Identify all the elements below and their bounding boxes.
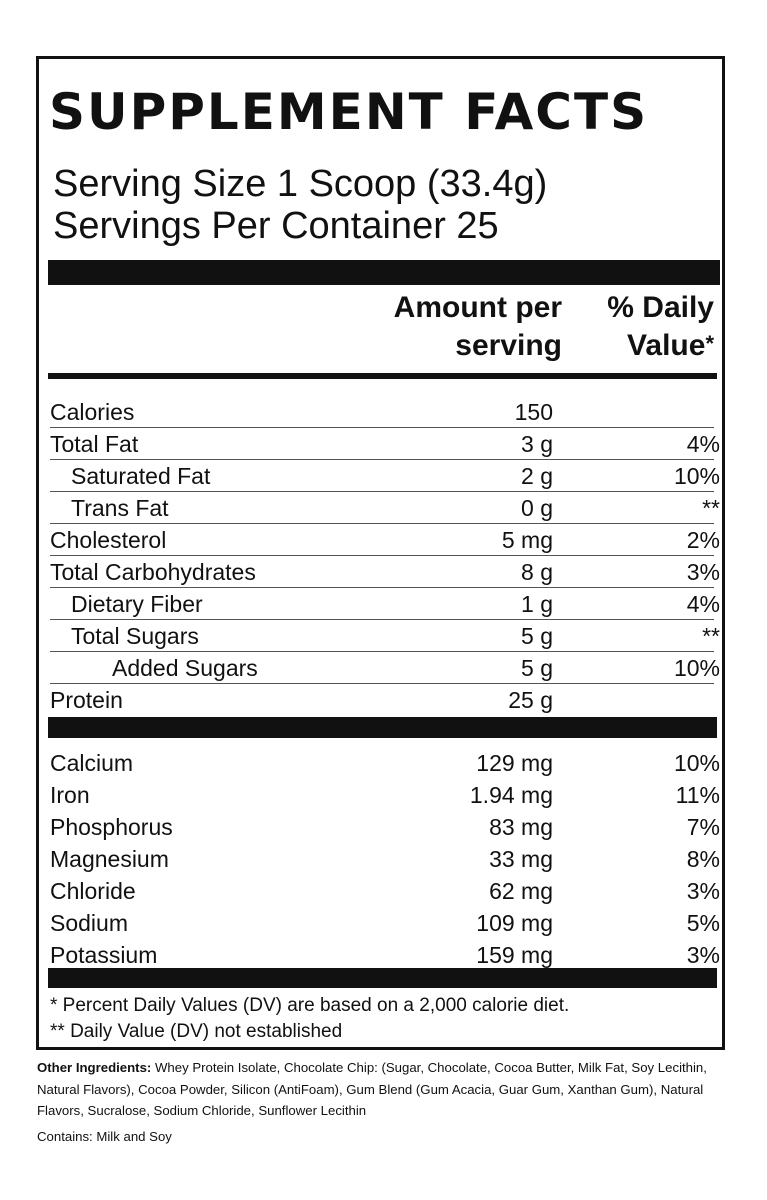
nutrient-name: Total Carbohydrates: [50, 559, 256, 585]
daily-value-header: [607, 289, 714, 365]
footnote-not-established: ** Daily Value (DV) not established: [50, 1021, 343, 1042]
mineral-name: Magnesium: [50, 846, 169, 872]
dv-header-line1: % Daily: [607, 291, 714, 324]
allergen-statement: Contains: Milk and Soy: [37, 1129, 172, 1144]
dv-header-line2: Value: [627, 329, 706, 362]
nutrient-name: Dietary Fiber: [71, 591, 203, 617]
mineral-name: Potassium: [50, 942, 158, 968]
amount-header-line2: serving: [455, 329, 562, 362]
other-ingredients-heading: Other Ingredients:: [37, 1060, 152, 1075]
mineral-dv: 3%: [686, 878, 720, 904]
nutrient-dv: 10%: [673, 655, 720, 681]
mineral-dv: 7%: [686, 814, 720, 840]
supplement-facts-panel: [36, 56, 725, 1050]
nutrient-amount: 150: [514, 399, 553, 425]
mineral-row-chloride: [50, 875, 720, 907]
nutrient-amount: 0 g: [521, 495, 553, 521]
mineral-row-sodium: [50, 907, 720, 939]
nutrient-row-dietary-fiber: [50, 588, 720, 620]
thick-divider-middle: [48, 717, 717, 738]
panel-title: SUPPLEMENT FACTS: [49, 83, 649, 141]
nutrient-row-total-fat: [50, 428, 720, 460]
nutrient-dv: **: [702, 623, 720, 649]
mineral-amount: 33 mg: [489, 846, 553, 872]
mineral-name: Chloride: [50, 878, 136, 904]
header-divider: [48, 373, 717, 379]
nutrient-name: Total Fat: [50, 431, 139, 457]
mineral-amount: 1.94 mg: [469, 782, 553, 808]
nutrient-dv: 4%: [686, 591, 720, 617]
nutrient-name: Trans Fat: [71, 495, 169, 521]
nutrient-row-total-carbohydrates: [50, 556, 720, 588]
nutrient-amount: 5 g: [521, 655, 553, 681]
nutrient-row-saturated-fat: [50, 460, 720, 492]
nutrient-name: Calories: [50, 399, 135, 425]
mineral-dv: 3%: [686, 942, 720, 968]
other-ingredients: [37, 1057, 727, 1122]
amount-per-serving-header: [394, 289, 562, 365]
nutrient-name: Cholesterol: [50, 527, 167, 553]
nutrient-name: Protein: [50, 687, 123, 713]
nutrient-row-calories: [50, 396, 714, 428]
mineral-dv: 8%: [686, 846, 720, 872]
nutrient-dv: 3%: [686, 559, 720, 585]
thick-divider-top: [48, 260, 720, 285]
amount-header-line1: Amount per: [393, 291, 562, 324]
nutrient-amount: 25 g: [508, 687, 553, 713]
nutrient-amount: 8 g: [521, 559, 553, 585]
nutrient-dv: **: [702, 495, 720, 521]
dv-asterisk: *: [705, 331, 714, 356]
thick-divider-bottom: [48, 968, 717, 988]
mineral-amount: 109 mg: [476, 910, 553, 936]
mineral-dv: 11%: [675, 782, 720, 808]
mineral-row-magnesium: [50, 843, 720, 875]
nutrient-name: Added Sugars: [112, 655, 258, 681]
nutrient-dv: 10%: [673, 463, 720, 489]
mineral-row-potassium: [50, 939, 720, 971]
footnote-daily-values: * Percent Daily Values (DV) are based on a 2,000 calorie diet.: [50, 995, 570, 1016]
nutrient-row-trans-fat: [50, 492, 720, 524]
nutrient-amount: 5 mg: [501, 527, 553, 553]
mineral-name: Phosphorus: [50, 814, 173, 840]
nutrient-name: Total Sugars: [71, 623, 199, 649]
nutrient-amount: 2 g: [521, 463, 553, 489]
nutrient-amount: 1 g: [521, 591, 553, 617]
mineral-name: Iron: [50, 782, 90, 808]
nutrient-dv: 4%: [686, 431, 720, 457]
mineral-row-iron: [50, 779, 720, 811]
mineral-name: Sodium: [50, 910, 128, 936]
mineral-dv: 10%: [673, 750, 720, 776]
mineral-row-calcium: [50, 747, 720, 779]
mineral-amount: 62 mg: [489, 878, 553, 904]
other-ingredients-text: Whey Protein Isolate, Chocolate Chip: (Sugar, Chocolate, Cocoa Butter, Milk Fat, Soy Lecithin, Natural Flavors), Cocoa Powder, Silicon (AntiFoam), Gum Blend (Gum Acacia, Guar Gum, Xanthan Gum), Natural Flavors, Sucralose, Sodium Chloride, Sunflower Lecithin: [37, 1060, 707, 1118]
mineral-amount: 129 mg: [476, 750, 553, 776]
nutrient-dv: 2%: [686, 527, 720, 553]
nutrient-amount: 5 g: [521, 623, 553, 649]
nutrient-row-total-sugars: [50, 620, 720, 652]
servings-per-container: Servings Per Container 25: [53, 205, 499, 247]
mineral-amount: 83 mg: [489, 814, 553, 840]
mineral-name: Calcium: [50, 750, 134, 776]
nutrient-amount: 3 g: [521, 431, 553, 457]
mineral-row-phosphorus: [50, 811, 720, 843]
nutrient-row-protein: [50, 684, 714, 716]
nutrient-row-cholesterol: [50, 524, 720, 556]
mineral-amount: 159 mg: [476, 942, 553, 968]
nutrient-row-added-sugars: [50, 652, 720, 684]
serving-size: Serving Size 1 Scoop (33.4g): [53, 163, 548, 205]
mineral-dv: 5%: [686, 910, 720, 936]
nutrient-name: Saturated Fat: [71, 463, 211, 489]
